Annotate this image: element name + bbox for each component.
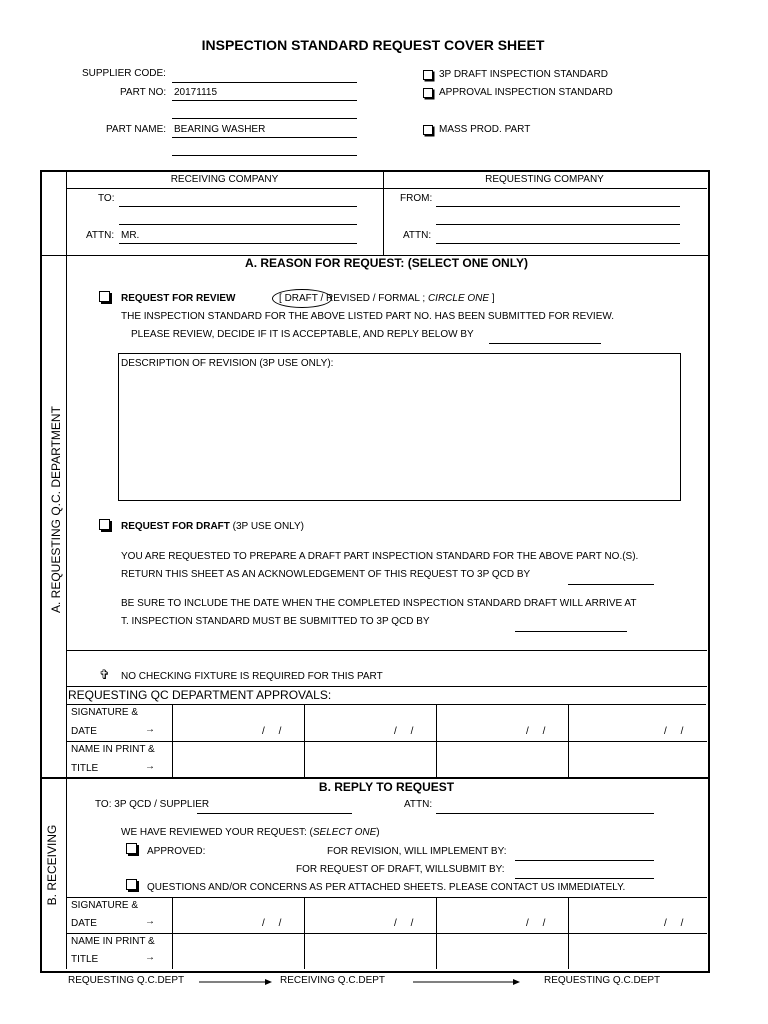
fixture-top-line: [66, 650, 707, 651]
sig-label-b-2: DATE: [71, 918, 97, 929]
date-slashes[interactable]: / /: [664, 918, 684, 929]
section-b-side-label: B. RECEIVING: [45, 824, 59, 906]
request-review-checkbox[interactable]: [99, 291, 110, 302]
reply-attn-label: ATTN:: [404, 799, 433, 810]
approvals-b-top: [66, 897, 707, 898]
review-reply-by-field[interactable]: [489, 343, 601, 344]
flow-arrow-icon: [199, 977, 273, 987]
from-field-2[interactable]: [436, 224, 680, 225]
attn-value[interactable]: MR.: [121, 230, 140, 241]
review-open-bracket: [: [279, 293, 285, 304]
approvals-a-col1: [172, 704, 173, 777]
request-draft-label-wrap: [121, 521, 304, 532]
page-title: INSPECTION STANDARD REQUEST COVER SHEET: [201, 37, 545, 53]
name-label-a-2: TITLE: [71, 763, 99, 774]
draft-submit-field[interactable]: [515, 878, 654, 879]
part-no-value[interactable]: 20171115: [174, 87, 218, 98]
reviewed-text: [121, 827, 380, 838]
footer-step-3: REQUESTING Q.C.DEPT: [544, 975, 661, 986]
company-header-line: [66, 188, 707, 189]
attn-label: ATTN:: [86, 230, 115, 241]
approved-checkbox[interactable]: [126, 843, 137, 854]
approvals-b-mid: [66, 933, 707, 934]
reply-to-field[interactable]: [197, 813, 352, 814]
approvals-a-col4: [568, 704, 569, 777]
request-draft-label: REQUEST FOR DRAFT: [121, 521, 230, 532]
flow-arrow-icon: [413, 977, 521, 987]
option-approval-label: APPROVAL INSPECTION STANDARD: [439, 87, 613, 98]
approvals-b-col3: [436, 897, 437, 969]
section-b-top-line: [40, 777, 708, 779]
revision-implement-label: FOR REVISION, WILL IMPLEMENT BY:: [327, 846, 507, 857]
part-name-label: PART NAME:: [106, 124, 167, 135]
attn-field-right[interactable]: [436, 243, 680, 244]
approvals-b-col1: [172, 897, 173, 969]
part-name-field: [172, 137, 357, 138]
approvals-a-col2: [304, 704, 305, 777]
option-3p-draft-checkbox[interactable]: [423, 70, 433, 80]
date-slashes[interactable]: / /: [262, 726, 282, 737]
to-field-2[interactable]: [119, 224, 357, 225]
date-slashes[interactable]: / /: [526, 918, 546, 929]
date-slashes[interactable]: / /: [262, 918, 282, 929]
draft-line-3: BE SURE TO INCLUDE THE DATE WHEN THE COMPLETED INSPECTION STANDARD DRAFT WILL ARRIVE AT: [121, 598, 637, 609]
questions-checkbox[interactable]: [126, 879, 137, 890]
request-review-label: REQUEST FOR REVIEW: [121, 293, 236, 304]
receiving-company-header: RECEIVING COMPANY: [170, 174, 279, 185]
revision-description-label: DESCRIPTION OF REVISION (3P USE ONLY):: [121, 358, 334, 369]
requesting-company-header: REQUESTING COMPANY: [485, 174, 604, 185]
revision-implement-field[interactable]: [515, 860, 654, 861]
footer-step-2: RECEIVING Q.C.DEPT: [280, 975, 386, 986]
review-close-bracket: ]: [489, 293, 495, 304]
review-line-2: PLEASE REVIEW, DECIDE IF IT IS ACCEPTABLE, AND REPLY BELOW BY: [131, 329, 474, 340]
attn-field: [119, 243, 357, 244]
part-no-field-2: [172, 118, 357, 119]
option-3p-draft-label: 3P DRAFT INSPECTION STANDARD: [439, 69, 608, 80]
revision-description-box[interactable]: [118, 353, 681, 501]
request-draft-checkbox[interactable]: [99, 519, 110, 530]
section-a-side-label: A. REQUESTING Q.C. DEPARTMENT: [49, 406, 63, 613]
reviewed-close: ): [376, 827, 380, 838]
section-b-title: B. REPLY TO REQUEST: [318, 780, 455, 794]
date-slashes[interactable]: / /: [394, 918, 414, 929]
date-slashes[interactable]: / /: [394, 726, 414, 737]
option-mass-prod-label: MASS PROD. PART: [439, 124, 531, 135]
request-draft-note: (3P USE ONLY): [229, 521, 304, 532]
draft-submit-by-field[interactable]: [515, 631, 627, 632]
name-label-b-1: NAME IN PRINT &: [71, 936, 155, 947]
questions-text: QUESTIONS AND/OR CONCERNS AS PER ATTACHED SHEETS. PLEASE CONTACT US IMMEDIATELY.: [147, 882, 626, 893]
sig-label-b-1: SIGNATURE &: [71, 900, 139, 911]
to-field[interactable]: [119, 206, 357, 207]
approvals-b-col4: [568, 897, 569, 969]
to-label: TO:: [98, 193, 115, 204]
draft-return-by-field[interactable]: [568, 584, 654, 585]
draft-line-4: T. INSPECTION STANDARD MUST BE SUBMITTED TO 3P QCD BY: [121, 616, 430, 627]
date-slashes[interactable]: / /: [664, 726, 684, 737]
approvals-a-mid: [66, 741, 707, 742]
reviewed-select-one: SELECT ONE: [312, 827, 377, 838]
attn-label-right: ATTN:: [403, 230, 432, 241]
draft-line-1: YOU ARE REQUESTED TO PREPARE A DRAFT PART INSPECTION STANDARD FOR THE ABOVE PART NO.(S).: [121, 551, 639, 562]
date-slashes[interactable]: / /: [526, 726, 546, 737]
reviewed-prefix: WE HAVE REVIEWED YOUR REQUEST: (: [121, 827, 313, 838]
sig-label-a-1: SIGNATURE &: [71, 707, 139, 718]
fixture-text: NO CHECKING FIXTURE IS REQUIRED FOR THIS PART: [121, 671, 383, 682]
reply-attn-field[interactable]: [436, 813, 654, 814]
name-label-a-1: NAME IN PRINT &: [71, 744, 155, 755]
part-no-label: PART NO:: [120, 87, 167, 98]
option-mass-prod-checkbox[interactable]: [423, 125, 433, 135]
arrow-icon: →: [145, 916, 155, 927]
footer-step-1: REQUESTING Q.C.DEPT: [68, 975, 185, 986]
draft-line-2: RETURN THIS SHEET AS AN ACKNOWLEDGEMENT OF THIS REQUEST TO 3P QCD BY: [121, 569, 531, 580]
section-a-title: A. REASON FOR REQUEST: (SELECT ONE ONLY): [245, 256, 528, 270]
part-name-value[interactable]: BEARING WASHER: [174, 124, 266, 135]
approvals-b-col2: [304, 897, 305, 969]
name-label-b-2: TITLE: [71, 954, 99, 965]
cross-icon[interactable]: ✞: [99, 667, 110, 682]
approvals-top-line: [66, 686, 707, 687]
from-label: FROM:: [400, 193, 433, 204]
review-option-draft[interactable]: DRAFT /: [284, 293, 324, 304]
review-circle-one: CIRCLE ONE: [427, 293, 490, 304]
review-line-1: THE INSPECTION STANDARD FOR THE ABOVE LISTED PART NO. HAS BEEN SUBMITTED FOR REVIEW.: [121, 311, 615, 322]
approvals-a-col3: [436, 704, 437, 777]
draft-circle-mark: [272, 289, 332, 308]
arrow-icon: →: [145, 724, 155, 735]
approvals-title: REQUESTING QC DEPARTMENT APPROVALS:: [68, 688, 332, 702]
arrow-icon: →: [145, 761, 155, 772]
draft-submit-label: FOR REQUEST OF DRAFT, WILLSUBMIT BY:: [296, 864, 505, 875]
side-column-divider: [66, 171, 67, 969]
supplier-code-label: SUPPLIER CODE:: [82, 68, 166, 79]
review-option-rest[interactable]: REVISED / FORMAL ;: [323, 293, 426, 304]
supplier-code-field[interactable]: [172, 82, 357, 83]
from-field[interactable]: [436, 206, 680, 207]
approved-label: APPROVED:: [147, 846, 206, 857]
sig-label-a-2: DATE: [71, 726, 97, 737]
part-name-field-2: [172, 155, 357, 156]
reply-to-label: TO: 3P QCD / SUPPLIER: [95, 799, 210, 810]
option-approval-checkbox[interactable]: [423, 88, 433, 98]
arrow-icon: →: [145, 952, 155, 963]
part-no-field: [172, 100, 357, 101]
